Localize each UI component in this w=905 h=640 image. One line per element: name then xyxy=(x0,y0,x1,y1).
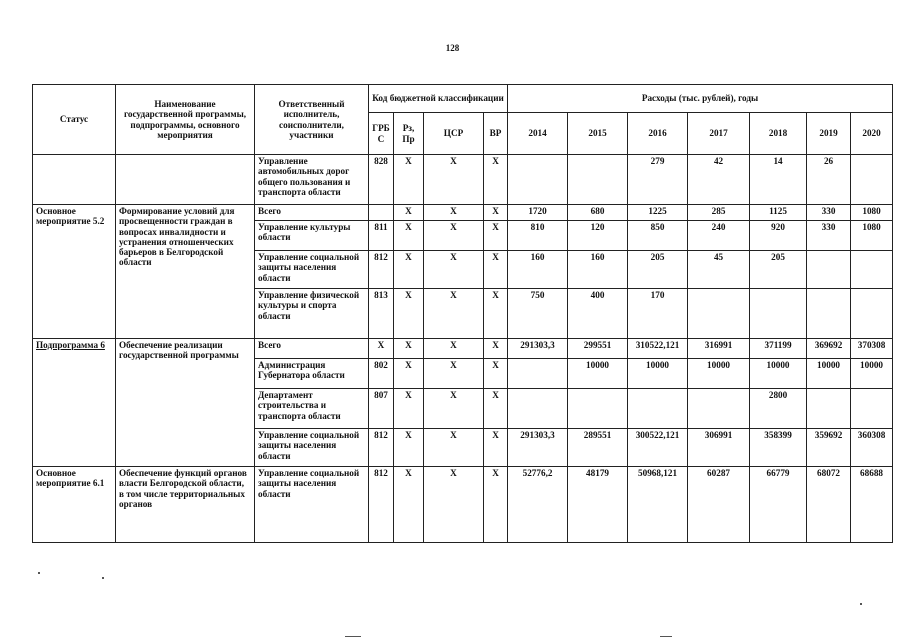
csr-cell: X xyxy=(424,205,484,221)
program-name-cell: Обеспечение реализации государственной программы xyxy=(116,339,255,467)
expense-value-cell: 10000 xyxy=(628,359,688,389)
header-expenses: Расходы (тыс. рублей), годы xyxy=(508,85,893,113)
scan-speck xyxy=(860,603,862,605)
program-name-cell xyxy=(116,155,255,205)
executor-cell: Всего xyxy=(255,205,369,221)
expense-value-cell xyxy=(688,389,750,429)
expense-value-cell: 1080 xyxy=(851,205,893,221)
expense-value-cell: 850 xyxy=(628,221,688,251)
vr-cell: X xyxy=(484,359,508,389)
vr-cell: X xyxy=(484,467,508,543)
table-row xyxy=(33,467,893,543)
scan-speck xyxy=(660,636,672,637)
grbs-cell: 811 xyxy=(369,221,394,251)
page-number: 128 xyxy=(445,43,460,53)
executor-cell: Департамент строительства и транспорта области xyxy=(255,389,369,429)
vr-cell: X xyxy=(484,339,508,359)
grbs-cell: 812 xyxy=(369,429,394,467)
table-row xyxy=(33,339,893,359)
rzpr-cell: X xyxy=(394,221,424,251)
table-row xyxy=(33,155,893,205)
csr-cell: X xyxy=(424,221,484,251)
grbs-cell: X xyxy=(369,339,394,359)
expense-value-cell: 369692 xyxy=(807,339,851,359)
header-status: Статус xyxy=(33,85,116,155)
expense-value-cell: 285 xyxy=(688,205,750,221)
expense-value-cell: 750 xyxy=(508,289,568,339)
expense-value-cell: 170 xyxy=(628,289,688,339)
vr-cell: X xyxy=(484,205,508,221)
vr-cell: X xyxy=(484,251,508,289)
program-name-cell: Обеспечение функций органов власти Белгородской области, в том числе территориальных органов xyxy=(116,467,255,543)
table-body xyxy=(33,155,893,543)
rzpr-cell: X xyxy=(394,155,424,205)
grbs-cell: 802 xyxy=(369,359,394,389)
budget-table xyxy=(32,84,893,543)
vr-cell: X xyxy=(484,155,508,205)
expense-value-cell: 1080 xyxy=(851,221,893,251)
status-cell: Основное мероприятие 6.1 xyxy=(33,467,116,543)
expense-value-cell: 60287 xyxy=(688,467,750,543)
status-cell: Подпрограмма 6 xyxy=(33,339,116,467)
rzpr-cell: X xyxy=(394,467,424,543)
vr-cell: X xyxy=(484,289,508,339)
executor-cell: Всего xyxy=(255,339,369,359)
expense-value-cell: 279 xyxy=(628,155,688,205)
csr-cell: X xyxy=(424,429,484,467)
expense-value-cell: 1225 xyxy=(628,205,688,221)
header-year: 2016 xyxy=(628,113,688,155)
expense-value-cell: 400 xyxy=(568,289,628,339)
expense-value-cell: 66779 xyxy=(750,467,807,543)
grbs-cell: 812 xyxy=(369,251,394,289)
expense-value-cell: 205 xyxy=(750,251,807,289)
header-name: Наименование государственной программы, подпрограммы, основного мероприятия xyxy=(116,85,255,155)
scan-speck xyxy=(102,577,104,579)
table-header xyxy=(33,85,893,155)
header-budget-code: Код бюджетной классификации xyxy=(369,85,508,113)
rzpr-cell: X xyxy=(394,429,424,467)
expense-value-cell: 306991 xyxy=(688,429,750,467)
expense-value-cell: 50968,121 xyxy=(628,467,688,543)
expense-value-cell: 10000 xyxy=(851,359,893,389)
expense-value-cell: 300522,121 xyxy=(628,429,688,467)
grbs-cell xyxy=(369,205,394,221)
header-year: 2019 xyxy=(807,113,851,155)
csr-cell: X xyxy=(424,389,484,429)
header-rzpr: Рз, Пр xyxy=(394,113,424,155)
header-year: 2020 xyxy=(851,113,893,155)
expense-value-cell: 358399 xyxy=(750,429,807,467)
csr-cell: X xyxy=(424,155,484,205)
header-vr: ВР xyxy=(484,113,508,155)
expense-value-cell: 120 xyxy=(568,221,628,251)
header-year: 2017 xyxy=(688,113,750,155)
executor-cell: Управление физической культуры и спорта области xyxy=(255,289,369,339)
grbs-cell: 813 xyxy=(369,289,394,339)
csr-cell: X xyxy=(424,359,484,389)
expense-value-cell xyxy=(508,155,568,205)
expense-value-cell xyxy=(508,389,568,429)
header-year: 2014 xyxy=(508,113,568,155)
expense-value-cell: 810 xyxy=(508,221,568,251)
expense-value-cell: 2800 xyxy=(750,389,807,429)
expense-value-cell xyxy=(851,155,893,205)
csr-cell: X xyxy=(424,251,484,289)
header-executor: Ответственный исполнитель, соисполнители, участники xyxy=(255,85,369,155)
expense-value-cell: 45 xyxy=(688,251,750,289)
expense-value-cell: 42 xyxy=(688,155,750,205)
expense-value-cell xyxy=(807,289,851,339)
expense-value-cell: 1125 xyxy=(750,205,807,221)
executor-cell: Управление культуры области xyxy=(255,221,369,251)
csr-cell: X xyxy=(424,289,484,339)
expense-value-cell xyxy=(628,389,688,429)
expense-value-cell: 920 xyxy=(750,221,807,251)
expense-value-cell: 330 xyxy=(807,221,851,251)
expense-value-cell: 680 xyxy=(568,205,628,221)
csr-cell: X xyxy=(424,467,484,543)
table-row xyxy=(33,205,893,221)
expense-value-cell xyxy=(750,289,807,339)
expense-value-cell: 370308 xyxy=(851,339,893,359)
vr-cell: X xyxy=(484,389,508,429)
executor-cell: Управление социальной защиты населения области xyxy=(255,467,369,543)
expense-value-cell: 68072 xyxy=(807,467,851,543)
expense-value-cell xyxy=(851,289,893,339)
expense-value-cell: 10000 xyxy=(568,359,628,389)
header-year: 2015 xyxy=(568,113,628,155)
header-year: 2018 xyxy=(750,113,807,155)
csr-cell: X xyxy=(424,339,484,359)
expense-value-cell: 299551 xyxy=(568,339,628,359)
program-name-cell: Формирование условий для просвещенности граждан в вопросах инвалидности и устранения отношенческих барьеров в Белгородской области xyxy=(116,205,255,339)
expense-value-cell xyxy=(851,251,893,289)
scan-speck xyxy=(38,572,40,574)
expense-value-cell: 291303,3 xyxy=(508,429,568,467)
expense-value-cell: 48179 xyxy=(568,467,628,543)
expense-value-cell: 371199 xyxy=(750,339,807,359)
executor-cell: Управление социальной защиты населения области xyxy=(255,429,369,467)
rzpr-cell: X xyxy=(394,205,424,221)
expense-value-cell: 360308 xyxy=(851,429,893,467)
expense-value-cell xyxy=(688,289,750,339)
expense-value-cell: 316991 xyxy=(688,339,750,359)
header-grbs: ГРБ С xyxy=(369,113,394,155)
expense-value-cell: 160 xyxy=(508,251,568,289)
header-csr: ЦСР xyxy=(424,113,484,155)
expense-value-cell: 205 xyxy=(628,251,688,289)
grbs-cell: 828 xyxy=(369,155,394,205)
grbs-cell: 812 xyxy=(369,467,394,543)
status-cell: Основное мероприятие 5.2 xyxy=(33,205,116,339)
vr-cell: X xyxy=(484,221,508,251)
expense-value-cell: 10000 xyxy=(688,359,750,389)
rzpr-cell: X xyxy=(394,289,424,339)
rzpr-cell: X xyxy=(394,339,424,359)
expense-value-cell: 359692 xyxy=(807,429,851,467)
expense-value-cell: 14 xyxy=(750,155,807,205)
expense-value-cell: 289551 xyxy=(568,429,628,467)
expense-value-cell xyxy=(568,155,628,205)
grbs-cell: 807 xyxy=(369,389,394,429)
vr-cell: X xyxy=(484,429,508,467)
expense-value-cell xyxy=(807,389,851,429)
rzpr-cell: X xyxy=(394,251,424,289)
expense-value-cell: 68688 xyxy=(851,467,893,543)
rzpr-cell: X xyxy=(394,389,424,429)
expense-value-cell: 10000 xyxy=(807,359,851,389)
expense-value-cell: 1720 xyxy=(508,205,568,221)
expense-value-cell xyxy=(508,359,568,389)
executor-cell: Управление социальной защиты населения области xyxy=(255,251,369,289)
expense-value-cell: 26 xyxy=(807,155,851,205)
expense-value-cell: 330 xyxy=(807,205,851,221)
expense-value-cell xyxy=(568,389,628,429)
expense-value-cell: 291303,3 xyxy=(508,339,568,359)
expense-value-cell: 52776,2 xyxy=(508,467,568,543)
expense-value-cell xyxy=(807,251,851,289)
scan-speck xyxy=(345,636,361,637)
executor-cell: Администрация Губернатора области xyxy=(255,359,369,389)
expense-value-cell: 310522,121 xyxy=(628,339,688,359)
rzpr-cell: X xyxy=(394,359,424,389)
expense-value-cell: 240 xyxy=(688,221,750,251)
expense-value-cell: 10000 xyxy=(750,359,807,389)
expense-value-cell xyxy=(851,389,893,429)
expense-value-cell: 160 xyxy=(568,251,628,289)
executor-cell: Управление автомобильных дорог общего пользования и транспорта области xyxy=(255,155,369,205)
status-cell xyxy=(33,155,116,205)
